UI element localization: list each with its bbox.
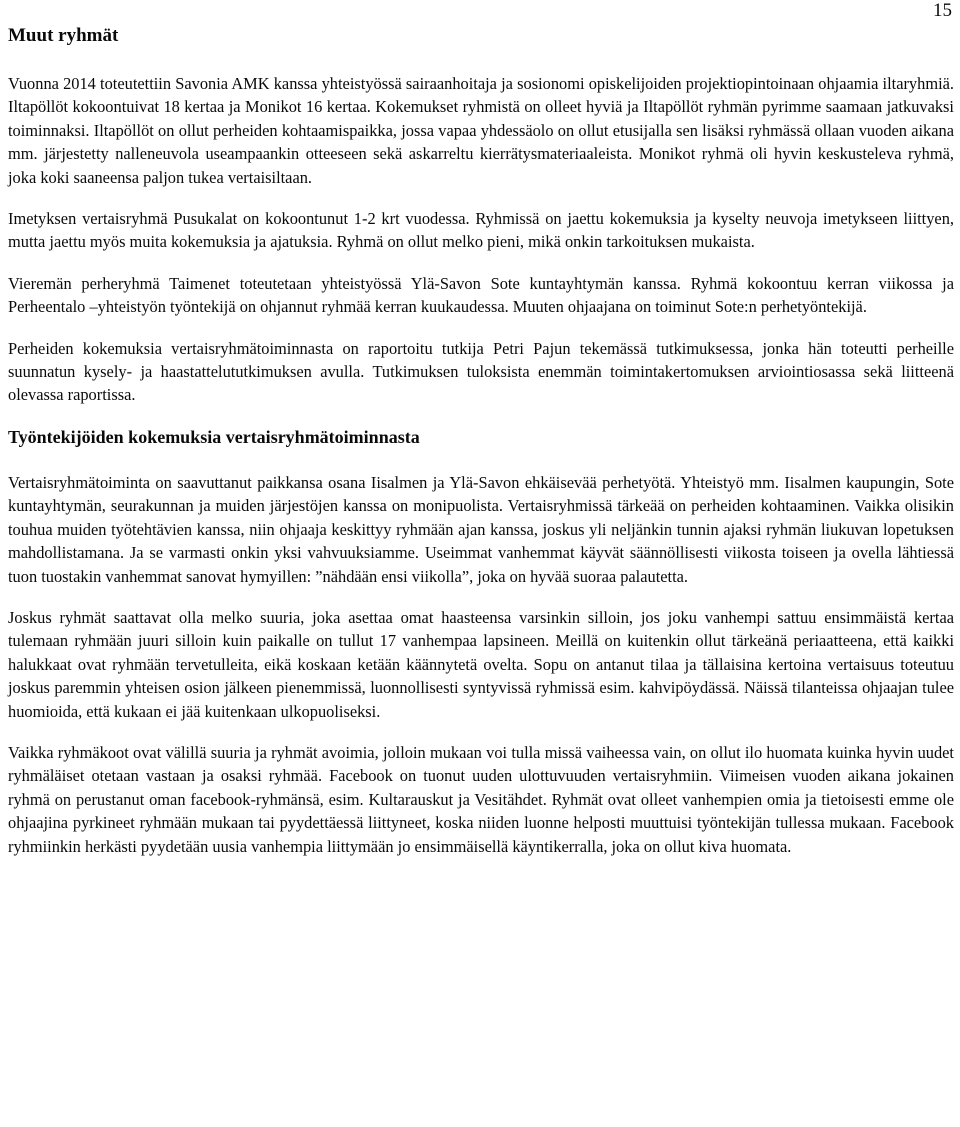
section-heading-muut-ryhmat: Muut ryhmät [8, 25, 119, 46]
paragraph-facebook: Vaikka ryhmäkoot ovat välillä suuria ja ryhmät avoimia, jolloin mukaan voi tulla missä vaiheessa vain, on ollut ilo huomata kuinka hyvin uudet ryhmäläiset otetaan vastaan ja osaksi ryhmää. Facebook on tuonut uuden ulottuvuuden vertaisryhmiin. Viimeisen vuoden aikana jokainen ryhmä on perustanut oman facebook-ryhmänsä, esim. Kultarauskut ja Vesitähdet. Ryhmät ovat olleet vanhempien omia ja tietoisesti emme ole ohjaajina pyrkineet ryhmään mukaan tai pyydettäessä liittyneet, koska niiden luonne helposti muuttuisi työntekijän tullessa mukaan. Facebook ryhmiinkin herkästi pyydetään uusia vanhempia liittymään jo ensimmäisellä käyntikerralla, joka on ollut kiva huomata. [8, 742, 954, 856]
paragraph-taimenet: Vieremän perheryhmä Taimenet toteutetaan yhteistyössä Ylä-Savon Sote kuntayhtymän kanssa. Ryhmä kokoontuu kerran viikossa ja Perheentalo –yhteistyön työntekijä on ohjannut ryhmää kerran kuukaudessa. Muuten ohjaajana on toiminut Sote:n perhetyöntekijä. [8, 273, 954, 317]
paragraph-ryhmakoko: Joskus ryhmät saattavat olla melko suuria, joka asettaa omat haasteensa varsinkin silloin, jos joku vanhempi sattuu ensimmäistä kertaa tulemaan ryhmään juuri silloin kuin paikalle on tullut 17 vanhempaa lapsineen. Meillä on kuitenkin ollut tärkeänä periaatteena, että kaikki halukkaat ovat ryhmään tervetulleita, eikä koskaan ketään käännytetä ovelta. Sopu on antanut tilaa ja tällaisina kertoina vertaisuus toteutuu joskus paremmin yhteisen osion jälkeen pienemmissä, luonnollisesti syntyvissä ryhmissä esim. kahvipöydässä. Näissä tilanteissa ohjaajan tulee huomioida, että kukaan ei jää kuitenkaan ulkopuoliseksi. [8, 607, 954, 721]
page-content [8, 24, 954, 876]
paragraph-pusukalat: Imetyksen vertaisryhmä Pusukalat on kokoontunut 1-2 krt vuodessa. Ryhmissä on jaettu kokemuksia ja kyselty neuvoja imetykseen liittyen, mutta jaettu myös muita kokemuksia ja ajatuksia. Ryhmä on ollut melko pieni, mikä onkin tarkoituksen mukaista. [8, 209, 954, 252]
paragraph-iltaryhmat: Vuonna 2014 toteutettiin Savonia AMK kanssa yhteistyössä sairaanhoitaja ja sosionomi opiskelijoiden projektiopintoinaan ohjaamia iltaryhmiä. Iltapöllöt kokoontuivat 18 kertaa ja Monikot 16 kertaa. Kokemukset ryhmistä on olleet hyviä ja Iltapöllöt ryhmän pyrimme saamaan jatkuvaksi toiminnaksi. Iltapöllöt on ollut perheiden kohtaamispaikka, jossa vapaa yhdessäolo on ollut etusijalla sen lisäksi ryhmässä ollaan vuoden aikana mm. järjestetty nalleneuvola useampaankin otteeseen sekä askarreltu kierrätysmateriaaleista. Monikot ryhmä oli hyvin keskusteleva ryhmä, joka koki saaneensa paljon tukea vertaisiltaan. [8, 74, 954, 187]
section-heading-tyontekijoiden-kokemuksia: Työntekijöiden kokemuksia vertaisryhmätoiminnasta [8, 426, 420, 447]
paragraph-tutkimus: Perheiden kokemuksia vertaisryhmätoiminnasta on raportoitu tutkija Petri Pajun tekemässä tutkimuksessa, jonka hän toteutti perheille suunnatun kysely- ja haastattelututkimuksen avulla. Tutkimuksen tuloksista enemmän toimintakertomuksen arviointiosassa sekä liitteenä olevassa raportissa. [8, 338, 954, 405]
page-number: 15 [933, 0, 952, 21]
paragraph-vertaisryhmatoiminta: Vertaisryhmätoiminta on saavuttanut paikkansa osana Iisalmen ja Ylä-Savon ehkäisevää perhetyötä. Yhteistyö mm. Iisalmen kaupungin, Sote kuntayhtymän, seurakunnan ja muiden järjestöjen kanssa on monipuolista. Vertaisryhmissä tärkeää on perheiden kohtaaminen. Vaikka olisikin touhua muiden työtehtävien kanssa, niin ohjaaja keskittyy ryhmään ajan kanssa, joskus yli neljänkin tunnin ajaksi ryhmän liukuvan lopetuksen mahdollistamana. Ja se varmasti onkin yksi vahvuuksiamme. Useimmat vanhemmat käyvät säännöllisesti viikosta toiseen ja ovella lähtiessä tuon tuostakin vanhemmat sanovat hymyillen: ”nähdään ensi viikolla”, joka on hyvää suoraa palautetta. [8, 472, 954, 586]
